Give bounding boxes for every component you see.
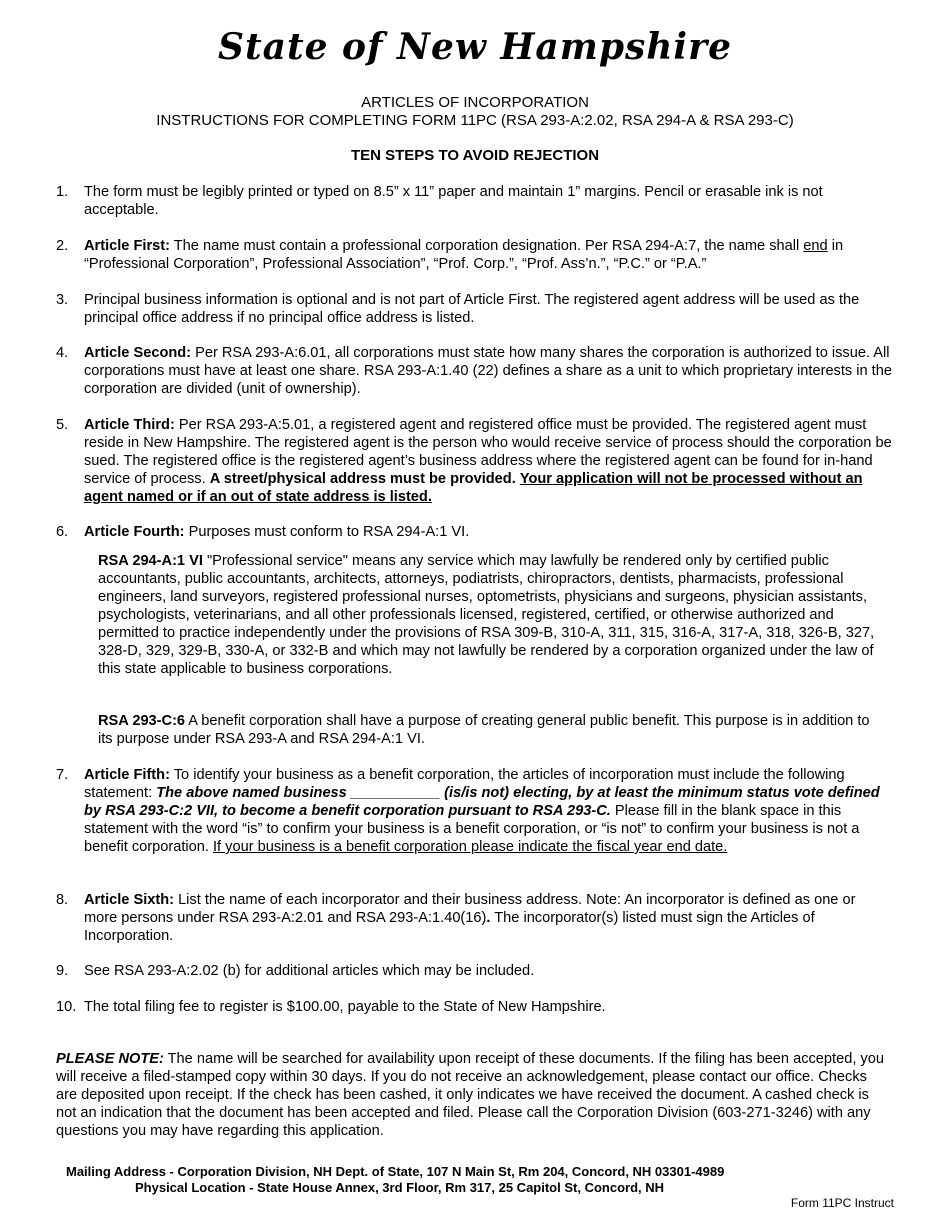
step-text: The total filing fee to register is $100.00, payable to the State of New Hampshire. — [84, 999, 606, 1015]
step-number: 2. — [56, 238, 69, 254]
step-5 — [56, 416, 892, 506]
benefit-statement: The above named business ___________ (is/is not) electing, by at least the minimum status vote defined by RSA 293-C:2 VII, to become a benefit corporation pursuant to RSA 293-C. — [84, 785, 880, 819]
step-8 — [56, 891, 892, 945]
step-text: Article Second: Per RSA 293-A:6.01, all corporations must state how many shares the corporation is authorized to issue. All corporations must have at least one share. RSA 293-A:1.40 (22) defines a share as a unit to which proprietary interests in the corporation are divided (unit of ownership). — [84, 345, 892, 397]
article-label: Article Fourth: — [84, 524, 185, 540]
step-number: 6. — [56, 524, 69, 540]
step-7 — [56, 766, 892, 856]
step-3 — [56, 291, 892, 327]
step-number: 3. — [56, 292, 69, 308]
step-text: Article Fifth: To identify your business as a benefit corporation, the articles of incorporation must include the following statement: The above named business ___________ (is/is not) electing, by at least the minimum status vote defined by RSA 293-C:2 VII, to become a benefit corporation pursuant to RSA 293-C. Please fill in the blank space in this statement with the word “is” to confirm your business is a benefit corporation, or “is not” to confirm your business is not a benefit corporation. If your business is a benefit corporation please indicate the fiscal year end date. — [84, 767, 880, 855]
instructions-heading: INSTRUCTIONS FOR COMPLETING FORM 11PC (RSA 293-A:2.02, RSA 294-A & RSA 293-C) — [156, 112, 794, 129]
step-number: 7. — [56, 767, 69, 783]
physical-location: Physical Location - State House Annex, 3rd Floor, Rm 317, 25 Capitol St, Concord, NH — [135, 1180, 665, 1195]
rsa-293c-paragraph: RSA 293-C:6 A benefit corporation shall have a purpose of creating general public benefit. This purpose is in addition to its purpose under RSA 293-A and RSA 294-A:1 VI. — [98, 713, 870, 747]
step-text: Article First: The name must contain a professional corporation designation. Per RSA 294-A:7, the name shall end in “Professional Corporation”, Professional Association”, “Prof. Corp.”, “Prof. Ass’n.”, “P.C.” or “P.A.” — [84, 238, 844, 272]
step-9 — [56, 962, 892, 980]
article-label: Article Second: — [84, 345, 192, 361]
step-number: 8. — [56, 892, 69, 908]
article-label: Article Sixth: — [84, 892, 175, 908]
article-label: Article First: — [84, 238, 170, 254]
step-number: 1. — [56, 184, 69, 200]
mailing-address: Mailing Address - Corporation Division, NH Dept. of State, 107 N Main St, Rm 204, Concord, NH 03301-4989 — [66, 1164, 725, 1179]
step-1 — [56, 183, 892, 219]
page-title: State of New Hampshire — [218, 26, 732, 68]
step-number: 5. — [56, 417, 69, 433]
rsa-294-paragraph: RSA 294-A:1 VI "Professional service" means any service which may lawfully be rendered only by certified public accountants, public accountants, architects, attorneys, podiatrists, chiropractors, dentists, pharmacists, professional engineers, land surveyors, registered professional nurses, optometrists, physicians and surgeons, physician assistants, psychologists, veterinarians, and all other professionals licensed, registered, certified, or otherwise authorized and permitted to practice independently under the provisions of RSA 309-B, 310-A, 311, 315, 316-A, 317-A, 318, 326-B, 327, 328-D, 329, 329-B, 330-A, or 332-B and which may not lawfully be rendered by a corporation organized under the law of this state applicable to business corporations. — [98, 553, 875, 677]
steps-heading: TEN STEPS TO AVOID REJECTION — [350, 147, 600, 164]
step-number: 4. — [56, 345, 69, 361]
step-text: Principal business information is optional and is not part of Article First. The registered agent address will be used as the principal office address if no principal office address is listed. — [84, 292, 860, 326]
step-10 — [56, 998, 892, 1016]
emphasis: end — [803, 238, 828, 254]
note-label: PLEASE NOTE: — [56, 1051, 164, 1067]
bold-warning: A street/physical address must be provided. — [209, 471, 516, 487]
please-note-paragraph: PLEASE NOTE: The name will be searched for availability upon receipt of these documents. If the filing has been accepted, you will receive a filed-stamped copy within 30 days. If you do not receive an acknowledgement, please contact our office. Checks are deposited upon receipt. If the check has been cashed, it only indicates we have received the document. A cashed check is not an indication that the document has been accepted and filed. Please call the Corporation Division (603-271-3246) with any questions you may have regarding this application. — [56, 1051, 884, 1139]
document-heading: ARTICLES OF INCORPORATION — [361, 94, 589, 111]
step-text: Article Fourth: Purposes must conform to RSA 294-A:1 VI. — [84, 524, 470, 540]
statute-label: RSA 294-A:1 VI — [98, 553, 203, 569]
rejection-warning: Your application will not be processed without an agent named or if an out of state address is listed. — [84, 471, 863, 505]
article-label: Article Fifth: — [84, 767, 170, 783]
fiscal-year-note: If your business is a benefit corporation please indicate the fiscal year end date. — [213, 839, 728, 855]
article-label: Article Third: — [84, 417, 175, 433]
step-text: See RSA 293-A:2.02 (b) for additional articles which may be included. — [84, 963, 535, 979]
statute-label: RSA 293-C:6 — [98, 713, 186, 729]
step-number: 10. — [56, 999, 77, 1015]
form-identifier: Form 11PC Instruct — [790, 1196, 894, 1210]
step-2 — [56, 237, 892, 273]
step-text: Article Sixth: List the name of each incorporator and their business address. Note: An incorporator is defined as one or more persons under RSA 293-A:2.01 and RSA 293-A:1.40(16). The incorporator(s) listed must sign the Articles of Incorporation. — [84, 892, 856, 944]
step-text: Article Third: Per RSA 293-A:5.01, a registered agent and registered office must be provided. The registered agent must reside in New Hampshire. The registered agent is the person who would receive service of process should the corporation be sued. The registered office is the registered agent’s business address where the registered agent can be found for in-hand service of process. A street/physical address must be provided. Your application will not be processed without an agent named or if an out of state address is listed. — [84, 417, 892, 505]
step-number: 9. — [56, 963, 69, 979]
step-4 — [56, 344, 892, 398]
step-text: The form must be legibly printed or typed on 8.5” x 11” paper and maintain 1” margins. Pencil or erasable ink is not acceptable. — [84, 184, 823, 218]
step-6 — [56, 523, 892, 541]
